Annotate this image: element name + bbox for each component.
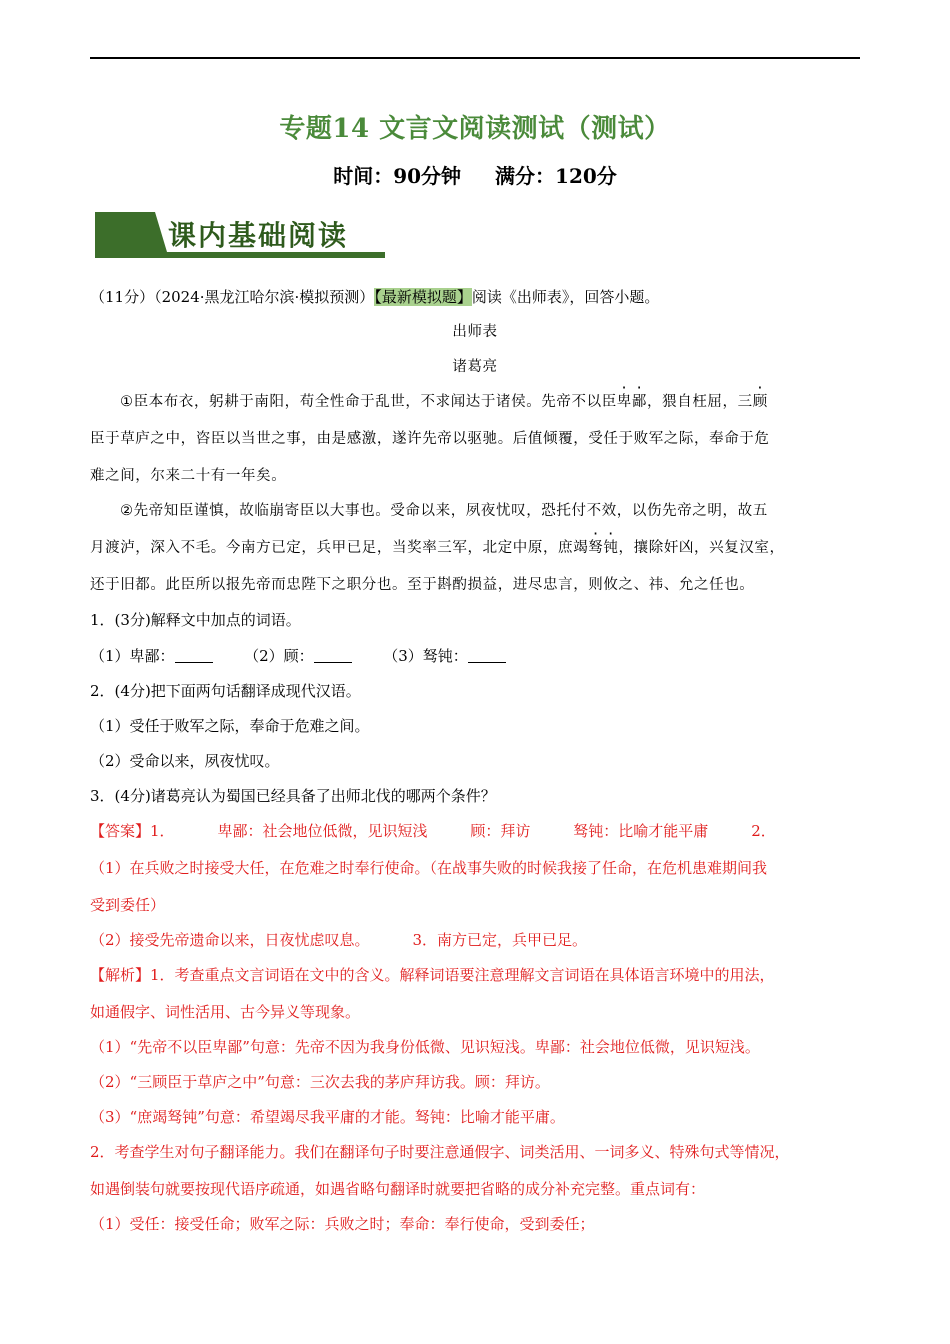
dotted-char: 顾: [752, 394, 768, 410]
dotted-char: 驽: [588, 540, 604, 556]
answer-line-4: （2）接受先帝遗命以来，日夜忧虑叹息。 3．南方已定，兵甲已足。: [90, 931, 588, 949]
header-rule: [90, 57, 860, 59]
time-label: 时间：90分钟: [333, 164, 462, 188]
analysis-line-5: （3）“庶竭驽钝”句意：希望竭尽我平庸的才能。驽钝：比喻才能平庸。: [90, 1108, 565, 1126]
answer-line-2: （1）在兵败之时接受大任，在危难之时奉行使命。（在战事失败的时候我接了任命，在危机患难期间我: [90, 859, 768, 877]
question-1: 1．(3分)解释文中加点的词语。: [90, 611, 301, 629]
dotted-char: 鄙: [631, 394, 648, 410]
question-2-a: （1）受任于败军之际，奉命于危难之间。: [90, 717, 370, 735]
answer-blank[interactable]: [468, 648, 506, 663]
answer-blank[interactable]: [175, 648, 213, 663]
passage-p2-line3: 还于旧都。此臣所以报先帝而忠陛下之职分也。至于斟酌损益，进尽忠言，则攸之、祎、允之任也。: [90, 577, 755, 593]
answer-line-3: 受到委任）: [90, 896, 166, 914]
passage-text: 月渡泸，深入不毛。今南方已定，兵甲已足，当奖率三军，北定中原，庶竭: [90, 540, 589, 556]
question-intro: [90, 287, 860, 307]
analysis-line-2: 如通假字、词性活用、古今异义等现象。: [90, 1003, 361, 1021]
passage-author: 诸葛亮: [452, 359, 498, 375]
question-2-b: （2）受命以来，夙夜忧叹。: [90, 752, 280, 770]
analysis-line-6: 2．考查学生对句子翻译能力。我们在翻译句子时要注意通假字、词类活用、一词多义、特殊句式等情况，: [90, 1143, 790, 1161]
passage-text: ①臣本布衣，躬耕于南阳，苟全性命于乱世，不求闻达于诸侯。先帝不以臣: [120, 394, 617, 410]
question-2: 2．(4分)把下面两句话翻译成现代汉语。: [90, 682, 361, 700]
answer-blank[interactable]: [314, 648, 352, 663]
q1-item-label: （1）卑鄙：: [90, 647, 175, 665]
q1-item-label: （3）驽钝：: [383, 647, 468, 665]
dotted-char: 卑: [616, 394, 632, 410]
question-3: 3．(4分)诸葛亮认为蜀国已经具备了出师北伐的哪两个条件？: [90, 787, 496, 805]
question-source: （2024·黑龙江哈尔滨·模拟预测）: [154, 288, 375, 306]
question-tag: 【最新模拟题】: [374, 288, 472, 306]
question-1-items: [90, 646, 860, 666]
passage-text: ，猥自枉屈，三: [647, 394, 753, 410]
analysis-line-1: 【解析】1．考查重点文言词语在文中的含义。解释词语要注意理解文言词语在具体语言环境中的用法，: [90, 966, 775, 984]
q1-item-label: （2）顾：: [244, 647, 314, 665]
passage-p1-line2: 臣于草庐之中，咨臣以当世之事，由是感激，遂许先帝以驱驰。后值倾覆，受任于败军之际，奉命于危: [90, 431, 770, 447]
passage-text: ，攘除奸凶，兴复汉室，: [618, 540, 785, 556]
analysis-line-3: （1）“先帝不以臣卑鄙”句意：先帝不因为我身份低微、见识短浅。卑鄙：社会地位低微，见识短浅。: [90, 1038, 760, 1056]
analysis-line-7: 如遇倒装句就要按现代语序疏通，如遇省略句翻译时就要把省略的成分补充完整。重点词有：: [90, 1180, 706, 1198]
question-points: （11分）: [90, 288, 155, 306]
passage-title: 出师表: [452, 324, 498, 340]
answer-line-1: 【答案】1． 卑鄙：社会地位低微，见识短浅 顾：拜访 驽钝：比喻才能平庸 2．: [90, 822, 776, 840]
question-prompt: 阅读《出师表》，回答小题。: [471, 288, 660, 306]
page-title: 专题14 文言文阅读测试（测试）: [279, 114, 671, 144]
score-label: 满分：120分: [495, 164, 617, 188]
dotted-char: 钝: [603, 540, 619, 556]
passage-p2-line2: [90, 538, 860, 558]
analysis-line-8: （1）受任：接受任命；败军之际：兵败之时；奉命：奉行使命，受到委任；: [90, 1215, 595, 1233]
banner-dark-block: [95, 212, 167, 252]
passage-p1-line3: 难之间，尔来二十有一年矣。: [90, 468, 287, 484]
passage-p1-line1: [120, 392, 860, 412]
section-banner-title: 课内基础阅读: [168, 219, 349, 252]
passage-p2-line1: ②先帝知臣谨慎，故临崩寄臣以大事也。受命以来，夙夜忧叹，恐托付不效，以伤先帝之明，故五: [120, 503, 768, 519]
exam-info: [0, 160, 950, 189]
analysis-line-4: （2）“三顾臣于草庐之中”句意：三次去我的茅庐拜访我。顾：拜访。: [90, 1073, 550, 1091]
